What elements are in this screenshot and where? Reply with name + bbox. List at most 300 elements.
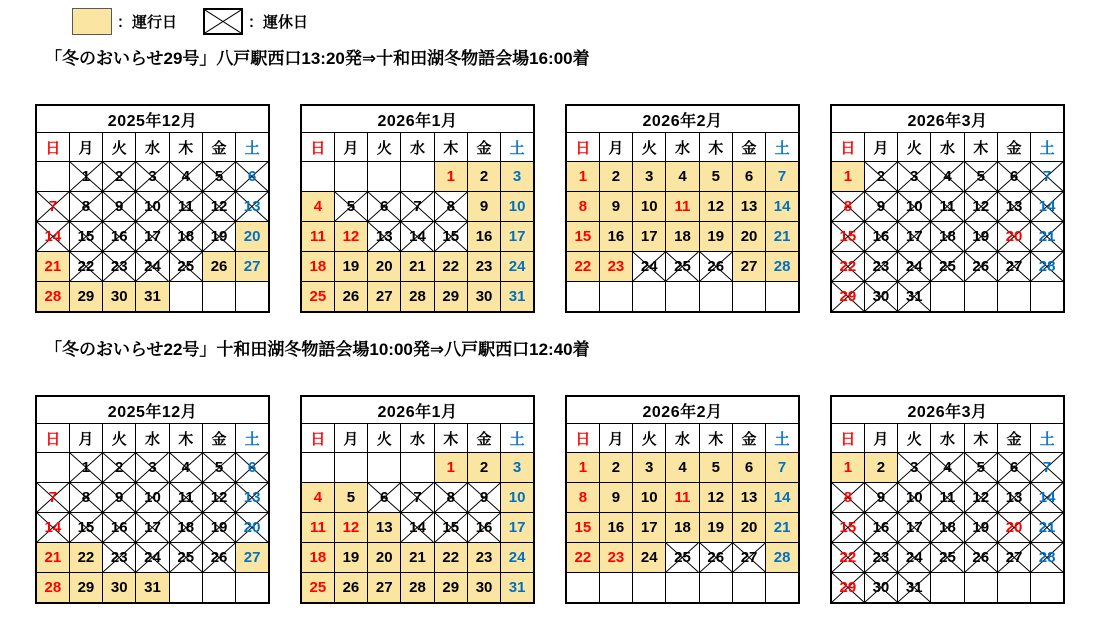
day-number: 22 [442, 549, 460, 566]
day-number: 7 [1042, 459, 1052, 476]
day-number: 1 [578, 459, 588, 476]
day-cell [202, 513, 235, 543]
day-number: 8 [446, 198, 455, 215]
day-cell [136, 162, 169, 192]
day-number: 12 [707, 198, 725, 215]
day-number: 24 [508, 258, 526, 275]
day-number: 17 [508, 228, 526, 245]
empty-cell [236, 573, 269, 604]
day-cell [566, 453, 599, 483]
day-cell [699, 453, 732, 483]
day-number: 3 [512, 168, 522, 185]
day-cell [732, 162, 765, 192]
day-number: 15 [77, 519, 95, 536]
day-number: 25 [177, 549, 195, 566]
day-number: 10 [640, 489, 658, 506]
weekday-header: 月 [69, 424, 102, 453]
day-cell [766, 513, 799, 543]
day-number: 21 [773, 228, 791, 245]
day-number: 19 [342, 258, 360, 275]
day-cell [599, 162, 632, 192]
day-cell [169, 543, 202, 573]
day-number: 4 [181, 168, 190, 185]
route-section-0 [0, 48, 1098, 313]
day-number: 21 [1038, 519, 1056, 536]
day-cell [732, 543, 765, 573]
day-number: 22 [839, 549, 857, 566]
day-cell [334, 282, 367, 313]
empty-cell [36, 453, 69, 483]
day-cell [1031, 192, 1064, 222]
day-cell [666, 543, 699, 573]
weekday-header: 月 [69, 133, 102, 162]
day-number: 24 [640, 258, 658, 275]
day-cell [964, 543, 997, 573]
weekday-header: 日 [831, 133, 864, 162]
day-number: 14 [773, 489, 791, 506]
empty-cell [566, 282, 599, 313]
day-cell [103, 192, 136, 222]
day-cell [699, 252, 732, 282]
calendar-0-3 [830, 104, 1065, 313]
day-number: 20 [243, 228, 261, 245]
day-cell [501, 282, 534, 313]
day-cell [169, 483, 202, 513]
day-cell [997, 543, 1030, 573]
empty-cell [732, 282, 765, 313]
day-cell [401, 192, 434, 222]
day-cell [732, 222, 765, 252]
day-cell [334, 573, 367, 604]
weekday-header: 火 [898, 133, 931, 162]
day-number: 14 [44, 228, 62, 245]
day-cell [633, 162, 666, 192]
day-cell [964, 453, 997, 483]
day-number: 11 [939, 489, 956, 506]
day-number: 29 [839, 579, 857, 596]
day-cell [964, 483, 997, 513]
calendar-month-title: 2025年12月 [36, 105, 269, 133]
day-number: 23 [872, 549, 890, 566]
day-number: 11 [674, 198, 691, 215]
day-number: 8 [578, 489, 588, 506]
day-cell [401, 543, 434, 573]
weekday-header: 木 [699, 133, 732, 162]
day-cell [202, 222, 235, 252]
day-number: 4 [943, 168, 952, 185]
day-cell [964, 192, 997, 222]
day-number: 3 [645, 168, 654, 185]
day-cell [831, 282, 864, 313]
day-number: 24 [640, 549, 658, 566]
weekday-header: 土 [501, 424, 534, 453]
day-cell [864, 453, 897, 483]
day-number: 8 [446, 489, 455, 506]
day-number: 28 [773, 258, 791, 275]
day-number: 12 [210, 489, 228, 506]
day-cell [69, 192, 102, 222]
day-number: 14 [1038, 198, 1056, 215]
day-cell [434, 573, 467, 604]
calendar-month-title: 2026年1月 [301, 105, 534, 133]
day-cell [599, 543, 632, 573]
closed-day-label: ：運休日 [248, 14, 309, 31]
empty-cell [169, 573, 202, 604]
day-number: 17 [905, 228, 923, 245]
day-number: 28 [44, 288, 62, 305]
day-number: 20 [243, 519, 261, 536]
day-number: 27 [740, 549, 758, 566]
day-number: 4 [313, 198, 323, 215]
day-number: 12 [972, 198, 990, 215]
day-number: 28 [1038, 258, 1056, 275]
calendar-month-title: 2026年2月 [566, 105, 799, 133]
day-number: 13 [740, 198, 758, 215]
day-number: 3 [910, 168, 919, 185]
day-cell [103, 252, 136, 282]
day-number: 13 [740, 489, 758, 506]
weekday-header: 火 [368, 424, 401, 453]
day-number: 6 [247, 168, 257, 185]
day-number: 15 [839, 519, 857, 536]
day-cell [69, 543, 102, 573]
day-number: 13 [243, 489, 261, 506]
day-cell [368, 192, 401, 222]
day-number: 25 [177, 258, 195, 275]
weekday-header: 金 [997, 424, 1030, 453]
day-cell [699, 513, 732, 543]
calendar-month-title: 2026年3月 [831, 105, 1064, 133]
day-number: 16 [475, 519, 493, 536]
day-number: 22 [77, 549, 95, 566]
day-number: 30 [475, 579, 493, 596]
day-number: 31 [144, 288, 161, 305]
weekday-header: 土 [1031, 424, 1064, 453]
day-number: 24 [144, 258, 161, 275]
day-cell [931, 192, 964, 222]
day-cell [633, 192, 666, 222]
day-cell [732, 192, 765, 222]
day-number: 1 [81, 168, 91, 185]
day-cell [997, 192, 1030, 222]
day-number: 9 [611, 489, 621, 506]
day-cell [831, 162, 864, 192]
day-cell [401, 222, 434, 252]
day-number: 13 [243, 198, 261, 215]
day-number: 7 [777, 168, 787, 185]
day-number: 7 [413, 489, 422, 506]
day-number: 24 [508, 549, 526, 566]
day-number: 20 [740, 519, 758, 536]
day-cell [633, 543, 666, 573]
day-number: 22 [574, 258, 592, 275]
day-cell [666, 453, 699, 483]
day-number: 3 [148, 459, 157, 476]
day-cell [864, 222, 897, 252]
day-cell [301, 483, 334, 513]
day-cell [1031, 222, 1064, 252]
day-cell [36, 543, 69, 573]
weekday-header: 水 [136, 133, 169, 162]
day-cell [633, 513, 666, 543]
day-number: 23 [607, 549, 625, 566]
day-number: 25 [309, 288, 327, 305]
day-number: 23 [475, 258, 493, 275]
day-number: 2 [479, 459, 489, 476]
weekday-header: 金 [467, 133, 500, 162]
day-cell [69, 252, 102, 282]
day-number: 5 [976, 459, 985, 476]
day-cell [666, 513, 699, 543]
day-cell [699, 222, 732, 252]
day-cell [931, 483, 964, 513]
route-title-1: 「冬のおいらせ22号」十和田湖冬物語会場10:00発⇒八戸駅西口12:40着 [45, 340, 590, 359]
weekday-header: 日 [301, 424, 334, 453]
day-cell [831, 192, 864, 222]
day-cell [501, 252, 534, 282]
day-number: 28 [409, 288, 426, 305]
day-cell [766, 453, 799, 483]
day-number: 17 [905, 519, 923, 536]
day-cell [599, 222, 632, 252]
day-cell [301, 192, 334, 222]
weekday-header: 土 [236, 133, 269, 162]
empty-cell [368, 162, 401, 192]
empty-cell [964, 282, 997, 313]
day-cell [931, 252, 964, 282]
calendar-0-2 [565, 104, 800, 313]
day-cell [103, 573, 136, 604]
day-cell [997, 162, 1030, 192]
day-cell [301, 222, 334, 252]
day-number: 11 [177, 489, 194, 506]
weekday-header: 土 [766, 424, 799, 453]
day-number: 6 [744, 168, 754, 185]
day-cell [368, 573, 401, 604]
day-number: 20 [375, 258, 393, 275]
weekday-header: 木 [964, 424, 997, 453]
day-cell [566, 192, 599, 222]
day-cell [467, 252, 500, 282]
day-cell [864, 252, 897, 282]
day-number: 6 [380, 198, 389, 215]
day-cell [501, 162, 534, 192]
day-cell [202, 192, 235, 222]
day-number: 25 [309, 579, 327, 596]
day-number: 11 [309, 519, 326, 536]
weekday-header: 月 [599, 133, 632, 162]
day-cell [501, 573, 534, 604]
day-cell [434, 222, 467, 252]
day-number: 19 [707, 519, 725, 536]
day-number: 29 [442, 579, 460, 596]
day-cell [931, 222, 964, 252]
empty-cell [169, 282, 202, 313]
day-number: 16 [872, 519, 890, 536]
calendar-1-3 [830, 395, 1065, 604]
day-number: 17 [144, 228, 161, 245]
day-number: 10 [508, 198, 526, 215]
day-cell [401, 513, 434, 543]
day-cell [566, 252, 599, 282]
empty-cell [566, 573, 599, 604]
empty-cell [666, 282, 699, 313]
day-number: 11 [939, 198, 956, 215]
day-number: 4 [313, 489, 323, 506]
day-number: 4 [678, 168, 687, 185]
day-cell [964, 222, 997, 252]
calendar-0-1 [300, 104, 535, 313]
calendar-month-title: 2025年12月 [36, 396, 269, 424]
day-number: 16 [110, 228, 128, 245]
day-number: 18 [309, 258, 327, 275]
day-cell [103, 453, 136, 483]
weekday-header: 木 [169, 133, 202, 162]
day-number: 5 [976, 168, 985, 185]
day-number: 30 [475, 288, 493, 305]
day-number: 17 [640, 519, 658, 536]
day-cell [467, 573, 500, 604]
day-number: 22 [442, 258, 460, 275]
day-number: 1 [578, 168, 588, 185]
weekday-header: 火 [103, 133, 136, 162]
empty-cell [964, 573, 997, 604]
day-number: 11 [674, 489, 691, 506]
empty-cell [699, 282, 732, 313]
day-cell [401, 483, 434, 513]
day-cell [202, 453, 235, 483]
weekday-header: 金 [732, 424, 765, 453]
weekday-header: 日 [301, 133, 334, 162]
day-cell [831, 513, 864, 543]
day-cell [931, 513, 964, 543]
weekday-header: 水 [931, 133, 964, 162]
weekday-header: 金 [732, 133, 765, 162]
weekday-header: 月 [334, 133, 367, 162]
day-cell [36, 192, 69, 222]
day-cell [401, 282, 434, 313]
day-cell [69, 573, 102, 604]
day-cell [301, 282, 334, 313]
day-number: 11 [177, 198, 194, 215]
day-cell [831, 483, 864, 513]
day-cell [831, 252, 864, 282]
day-cell [103, 162, 136, 192]
day-cell [997, 453, 1030, 483]
day-number: 10 [144, 198, 161, 215]
day-number: 16 [872, 228, 890, 245]
day-cell [732, 252, 765, 282]
day-number: 27 [1005, 549, 1023, 566]
day-cell [1031, 543, 1064, 573]
day-number: 16 [607, 519, 625, 536]
day-number: 18 [939, 519, 956, 536]
day-number: 19 [342, 549, 360, 566]
day-number: 9 [876, 198, 886, 215]
day-number: 17 [144, 519, 161, 536]
day-number: 17 [508, 519, 526, 536]
day-cell [831, 543, 864, 573]
day-cell [467, 192, 500, 222]
day-number: 29 [839, 288, 857, 305]
empty-cell [334, 453, 367, 483]
day-cell [136, 543, 169, 573]
day-cell [467, 282, 500, 313]
empty-cell [36, 162, 69, 192]
day-number: 28 [1038, 549, 1056, 566]
day-number: 1 [843, 168, 853, 185]
day-cell [434, 543, 467, 573]
day-number: 7 [48, 489, 58, 506]
weekday-header: 木 [964, 133, 997, 162]
day-number: 27 [375, 288, 393, 305]
day-cell [633, 453, 666, 483]
weekday-header: 火 [898, 424, 931, 453]
day-number: 18 [309, 549, 327, 566]
day-number: 6 [247, 459, 257, 476]
day-cell [136, 483, 169, 513]
empty-cell [599, 573, 632, 604]
day-number: 22 [77, 258, 95, 275]
day-cell [169, 162, 202, 192]
day-number: 16 [607, 228, 625, 245]
day-cell [864, 282, 897, 313]
day-cell [898, 192, 931, 222]
day-cell [831, 222, 864, 252]
day-cell [898, 252, 931, 282]
day-number: 3 [148, 168, 157, 185]
day-number: 7 [1042, 168, 1052, 185]
day-number: 21 [773, 519, 791, 536]
weekday-header: 月 [334, 424, 367, 453]
day-number: 21 [409, 258, 426, 275]
empty-cell [301, 453, 334, 483]
day-number: 14 [409, 228, 426, 245]
day-cell [898, 222, 931, 252]
day-cell [236, 543, 269, 573]
day-number: 27 [243, 549, 261, 566]
weekday-header: 土 [501, 133, 534, 162]
day-number: 17 [640, 228, 658, 245]
day-number: 7 [777, 459, 787, 476]
day-number: 19 [210, 519, 228, 536]
calendar-row-0 [35, 104, 1098, 313]
day-number: 23 [110, 549, 128, 566]
day-number: 26 [342, 288, 360, 305]
day-cell [931, 162, 964, 192]
day-number: 26 [707, 258, 725, 275]
day-number: 29 [77, 288, 95, 305]
day-number: 20 [375, 549, 393, 566]
day-number: 6 [1009, 168, 1019, 185]
day-number: 29 [77, 579, 95, 596]
day-number: 15 [442, 519, 460, 536]
day-cell [1031, 252, 1064, 282]
day-number: 16 [110, 519, 128, 536]
empty-cell [997, 573, 1030, 604]
day-cell [633, 483, 666, 513]
weekday-header: 木 [434, 424, 467, 453]
day-cell [368, 543, 401, 573]
day-number: 26 [972, 258, 990, 275]
weekday-header: 月 [599, 424, 632, 453]
day-number: 5 [214, 459, 224, 476]
weekday-header: 水 [666, 424, 699, 453]
weekday-header: 木 [169, 424, 202, 453]
weekday-header: 日 [566, 424, 599, 453]
day-number: 2 [479, 168, 489, 185]
day-number: 5 [711, 168, 720, 185]
